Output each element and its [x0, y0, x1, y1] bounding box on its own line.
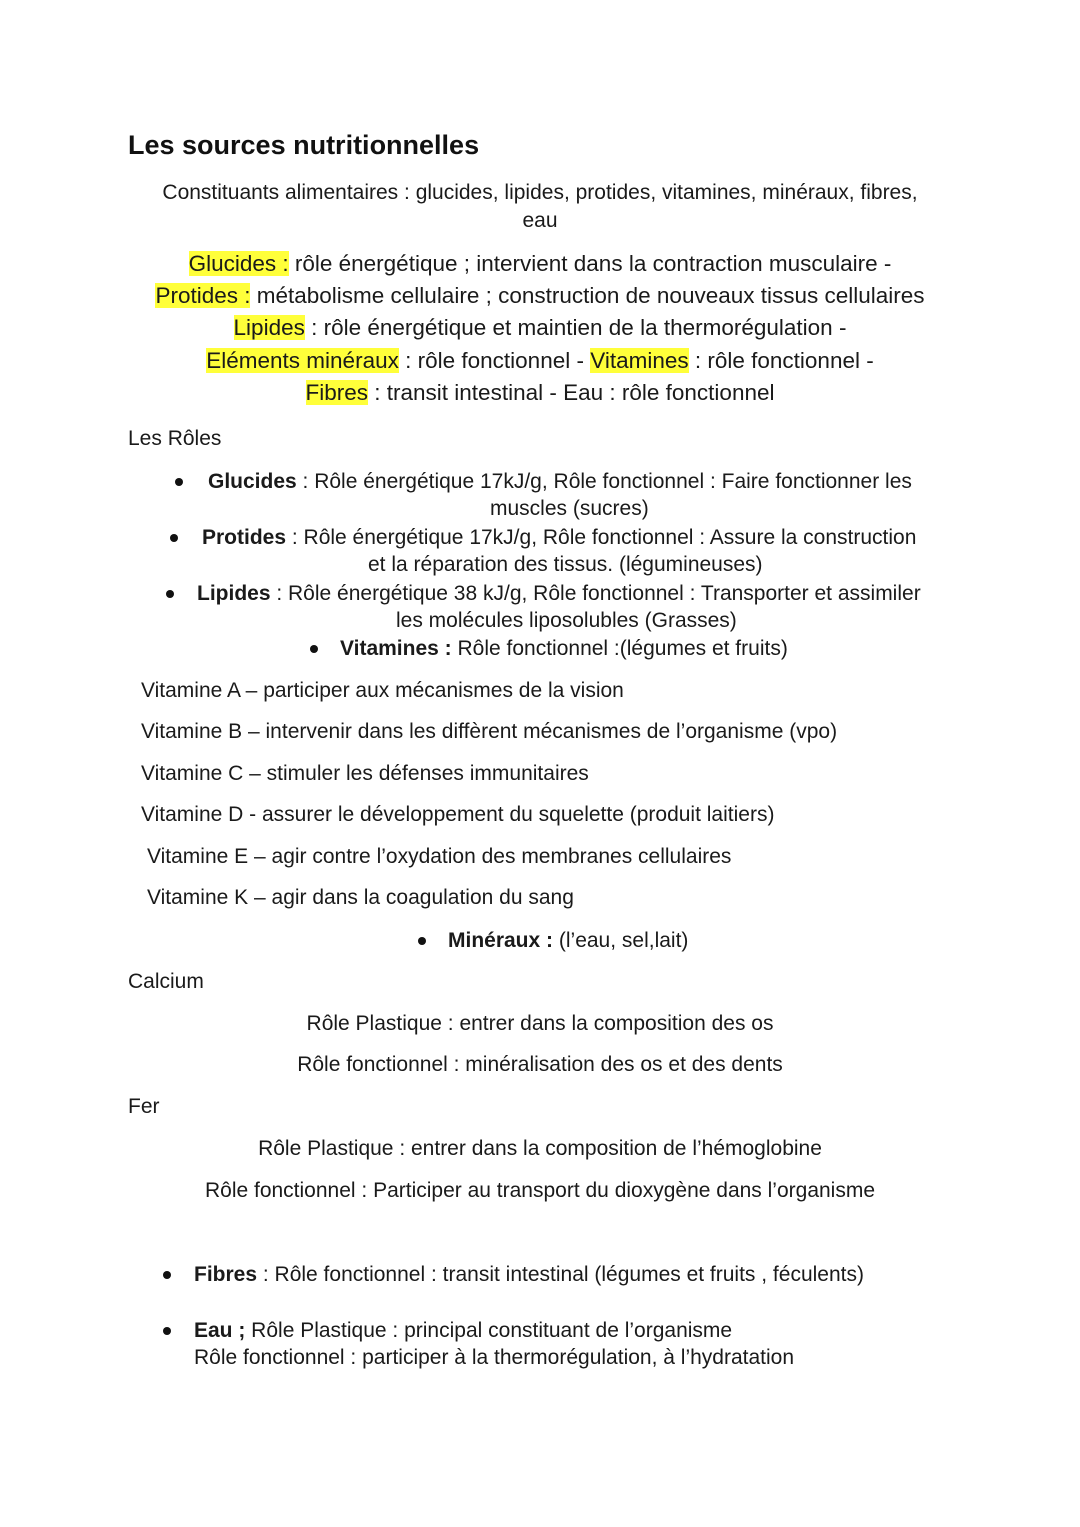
protides-summary-text: métabolisme cellulaire ; construction de nouveaux tissus cellulaires: [250, 283, 925, 308]
role-eau-line2: Rôle fonctionnel : participer à la thermorégulation, à l’hydratation: [194, 1346, 795, 1369]
bullet-icon: [418, 937, 426, 945]
lipides-summary-text: : rôle énergétique et maintien de la thermorégulation -: [304, 315, 847, 340]
page-title: Les sources nutritionnelles: [128, 130, 480, 160]
vitamines-summary-text: : rôle fonctionnel -: [688, 348, 874, 373]
calcium-plastique: Rôle Plastique : entrer dans la composition des os: [306, 1012, 774, 1035]
role-glucides: [208, 470, 912, 494]
role-eau: [194, 1319, 732, 1343]
calcium-fonctionnel: Rôle fonctionnel : minéralisation des os et des dents: [297, 1053, 783, 1076]
role-vitamines-label: Vitamines :: [340, 637, 452, 660]
summary-glucides: [0, 251, 1080, 277]
vitamin-e: Vitamine E – agir contre l’oxydation des membranes cellulaires: [147, 845, 732, 868]
fibres-highlight: Fibres: [305, 380, 369, 405]
role-mineraux-text: (l’eau, sel,lait): [553, 929, 689, 952]
roles-heading: Les Rôles: [128, 427, 222, 450]
role-vitamines-text: Rôle fonctionnel :(légumes et fruits): [451, 637, 788, 660]
role-glucides-text: : Rôle énergétique 17kJ/g, Rôle fonctionnel : Faire fonctionner les: [296, 470, 912, 493]
bullet-icon: [175, 478, 183, 486]
role-lipides-text: : Rôle énergétique 38 kJ/g, Rôle fonctionnel : Transporter et assimiler: [270, 582, 921, 605]
role-mineraux: [448, 929, 688, 953]
role-fibres-text: : Rôle fonctionnel : transit intestinal (légumes et fruits , féculents): [257, 1263, 864, 1286]
bullet-icon: [166, 590, 174, 598]
vitamin-b: Vitamine B – intervenir dans les diffèrent mécanismes de l’organisme (vpo): [141, 720, 838, 743]
constituants-line2: eau: [522, 209, 558, 232]
vitamin-a: Vitamine A – participer aux mécanismes de la vision: [141, 679, 624, 702]
role-protides: [202, 526, 916, 550]
role-fibres: [194, 1263, 864, 1287]
fer-heading: Fer: [128, 1095, 160, 1118]
glucides-summary-text: rôle énergétique ; intervient dans la contraction musculaire -: [288, 251, 892, 276]
bullet-icon: [163, 1271, 171, 1279]
vitamin-k: Vitamine K – agir dans la coagulation du sang: [147, 886, 574, 909]
glucides-highlight: Glucides :: [188, 251, 289, 276]
role-lipides-label: Lipides: [197, 582, 271, 605]
role-glucides-label: Glucides: [208, 470, 297, 493]
fibres-summary-text: : transit intestinal - Eau : rôle fonctionnel: [368, 380, 775, 405]
role-lipides: [197, 582, 921, 606]
protides-highlight: Protides :: [155, 283, 251, 308]
bullet-icon: [310, 645, 318, 653]
role-eau-text: Rôle Plastique : principal constituant de l’organisme: [245, 1319, 733, 1342]
fer-fonctionnel: Rôle fonctionnel : Participer au transport du dioxygène dans l’organisme: [204, 1179, 876, 1202]
bullet-icon: [170, 534, 178, 542]
summary-protides: [0, 283, 1080, 309]
vitamin-c: Vitamine C – stimuler les défenses immunitaires: [141, 762, 589, 785]
fer-plastique: Rôle Plastique : entrer dans la composition de l’hémoglobine: [258, 1137, 822, 1160]
vitamin-d: Vitamine D - assurer le développement du squelette (produit laitiers): [141, 803, 775, 826]
summary-mineraux-vitamines: [0, 348, 1080, 374]
role-glucides-line2: muscles (sucres): [490, 497, 649, 520]
summary-lipides: [0, 315, 1080, 341]
mineraux-highlight: Eléments minéraux: [206, 348, 399, 373]
role-fibres-label: Fibres: [194, 1263, 258, 1286]
constituants-line1: Constituants alimentaires : glucides, lipides, protides, vitamines, minéraux, fibres,: [162, 181, 918, 204]
role-lipides-line2: les molécules liposolubles (Grasses): [396, 609, 737, 632]
role-vitamines: [340, 637, 788, 661]
role-mineraux-label: Minéraux :: [448, 929, 554, 952]
role-eau-label: Eau ;: [194, 1319, 246, 1342]
role-protides-text: : Rôle énergétique 17kJ/g, Rôle fonctionnel : Assure la construction: [286, 526, 917, 549]
lipides-highlight: Lipides: [233, 315, 305, 340]
mineraux-summary-text: : rôle fonctionnel -: [398, 348, 591, 373]
bullet-icon: [163, 1327, 171, 1335]
role-protides-label: Protides: [202, 526, 287, 549]
vitamines-highlight: Vitamines: [590, 348, 689, 373]
calcium-heading: Calcium: [128, 970, 204, 993]
role-protides-line2: et la réparation des tissus. (légumineuses): [368, 553, 763, 576]
summary-fibres-eau: [0, 380, 1080, 406]
